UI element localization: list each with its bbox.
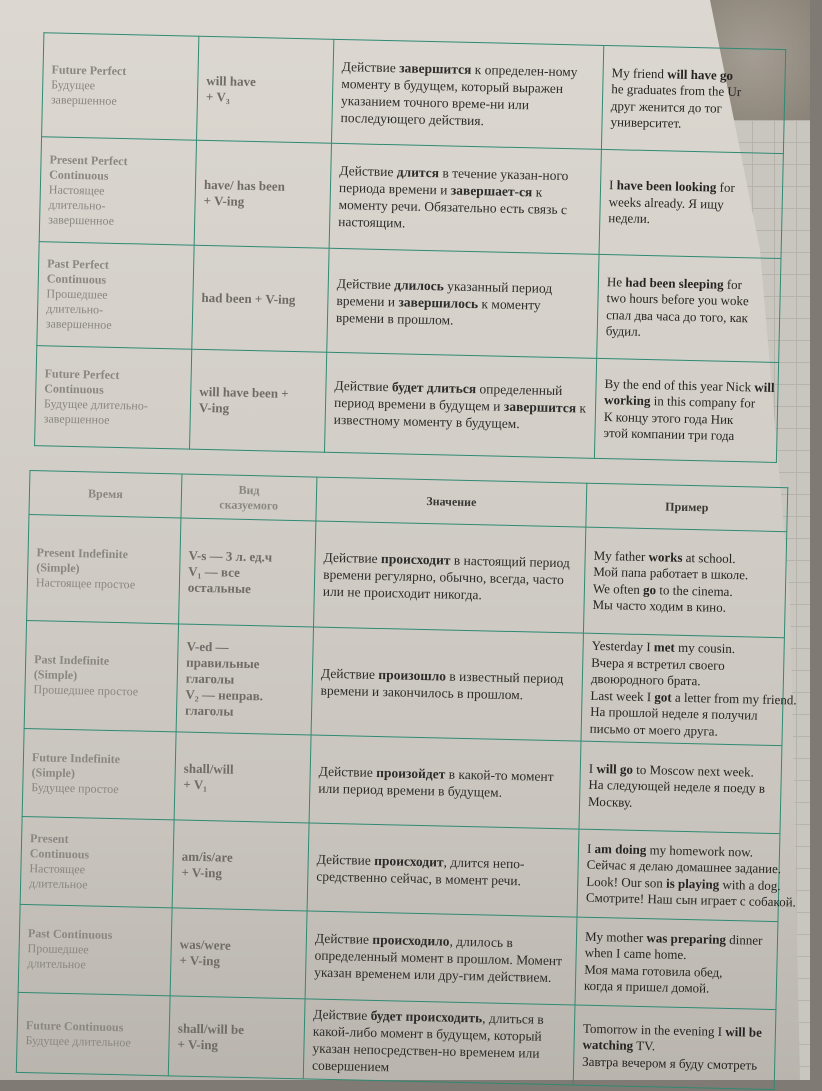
table-row — [16, 992, 776, 1089]
tense-name-en: Future Indefinite — [31, 750, 121, 767]
meaning-keyword: будет длиться — [391, 379, 477, 397]
example-text: Вчера я встретил своего — [591, 654, 725, 673]
example-text: for — [716, 179, 735, 196]
example-text: Yesterday I — [591, 637, 655, 655]
meaning-text: Действие — [313, 1006, 371, 1023]
tense-cell — [16, 992, 170, 1075]
example-text: in this company for — [650, 393, 756, 411]
meaning-text: Действие — [320, 665, 379, 682]
tense-name-en: (Simple) — [33, 667, 78, 683]
example-text: Мы часто ходим в кино. — [592, 596, 727, 615]
example-verb: works — [648, 548, 683, 565]
example-text: Завтра вечером я буду смотреть — [582, 1053, 758, 1073]
meaning-text: в известный период времени и закончилось в прошлом. — [320, 668, 564, 702]
example-line — [585, 889, 797, 911]
header-example: Пример — [586, 483, 788, 532]
tense-name-en: (Simple) — [31, 765, 76, 781]
meaning-keyword: происходит — [380, 551, 451, 568]
meaning-cell — [314, 521, 586, 633]
tense-name-en: Present Perfect — [49, 151, 128, 168]
tense-name-ru-block — [25, 1033, 160, 1051]
example-text: We often — [592, 580, 644, 597]
meaning-text: , длиться в какой-либо момент в будущем, который указан непосредствен-но временем или совершением — [311, 1009, 544, 1074]
meaning-cell — [307, 823, 579, 917]
predicate-form: had been + V-ing — [201, 289, 296, 307]
example-text: спал два часа до того, как — [606, 306, 749, 325]
tense-name-en: Past Perfect — [47, 256, 109, 272]
meaning-text: Действие — [334, 377, 393, 395]
predicate-form: + V-ing — [179, 952, 221, 968]
meaning-keyword: завершилось — [398, 294, 479, 312]
example-line — [582, 1053, 766, 1074]
header-predicate-line-2: сказуемого — [219, 496, 279, 513]
example-line — [603, 425, 768, 445]
example-text: Look! Our son — [586, 873, 667, 891]
meaning-keyword: будет происходить — [370, 1007, 483, 1025]
tense-name-en: Present Indefinite — [36, 545, 129, 562]
tense-cell — [39, 137, 196, 245]
tense-name-ru: Настоящее — [29, 860, 86, 876]
tense-name-en: Continuous — [44, 380, 104, 397]
meaning-text: определенный период времени в будущем и — [333, 381, 563, 414]
example-text: когда я пришел домой. — [583, 977, 710, 996]
example-line — [608, 210, 773, 230]
example-text: Сейчас я делаю домашнее задание. — [586, 856, 782, 877]
example-text: for — [723, 276, 743, 292]
example-text: К концу этого года Ник — [603, 408, 734, 427]
meaning-text: Действие — [336, 275, 395, 293]
table-row — [42, 33, 786, 154]
tense-cell — [22, 728, 176, 819]
tense-name-en: Future Perfect — [44, 365, 120, 382]
tense-name-ru: завершенное — [48, 211, 115, 228]
tense-name-ru: Прошедшее — [46, 286, 108, 302]
example-cell — [577, 829, 797, 922]
tense-name-ru-block — [51, 77, 190, 110]
example-text: I — [588, 760, 597, 776]
example-text: На прошлой неделе я получил — [589, 703, 758, 723]
example-text: Моя мама готовила обед, — [584, 961, 723, 980]
predicate-form: V-ing — [198, 399, 230, 416]
example-cell — [599, 149, 783, 258]
example-text: He — [606, 273, 626, 289]
example-text: he graduates from the Ur — [611, 81, 742, 100]
example-text: двоюродного брата. — [590, 670, 701, 689]
meaning-cell — [305, 911, 577, 1005]
example-text: when I came home. — [584, 944, 687, 963]
tense-name-ru: завершенное — [50, 92, 117, 108]
meaning-keyword: длилось — [394, 277, 445, 294]
example-verb: am doing — [594, 840, 647, 857]
example-verb: will — [754, 378, 775, 395]
predicate-cell — [197, 36, 334, 143]
meaning-text: Действие — [323, 549, 382, 567]
tense-cell — [42, 33, 199, 140]
meaning-text: Действие — [314, 930, 373, 947]
predicate-cell — [192, 245, 329, 352]
example-verb: met — [653, 639, 675, 655]
example-text: at school. — [682, 549, 736, 566]
predicate-form: + V₁ — [183, 776, 208, 792]
meaning-text: Действие — [339, 162, 397, 180]
example-text: недели. — [608, 210, 651, 227]
tense-name-ru: длительное — [28, 875, 88, 891]
example-text: Tomorrow in the evening I — [582, 1020, 726, 1039]
example-text: dinner — [725, 931, 763, 948]
tense-name-ru-block — [29, 861, 165, 894]
example-verb: working — [604, 392, 651, 409]
tense-name-ru-block — [33, 682, 168, 700]
tense-name-en: (Simple) — [36, 560, 80, 576]
example-cell — [579, 741, 782, 834]
predicate-cell — [172, 820, 309, 911]
meaning-cell — [331, 39, 603, 149]
example-verb: have been looking — [616, 177, 717, 195]
meaning-text: , длилось в определенный момент в прошлом. Момент указан временем или дру-гим действием. — [314, 933, 563, 985]
header-predicate — [181, 474, 317, 521]
example-text: Москву. — [587, 793, 633, 810]
predicate-cell — [190, 349, 327, 452]
meaning-text: к моменту времени в прошлом. — [335, 296, 541, 328]
example-text: my homework now. — [646, 841, 754, 860]
example-cell — [575, 917, 778, 1010]
example-text: weeks already. Я ищу — [608, 193, 724, 212]
meaning-text: Действие — [318, 763, 377, 780]
table-row — [24, 621, 784, 746]
tense-name-en: Continuous — [46, 271, 107, 287]
example-text: будил. — [605, 323, 642, 339]
header-predicate-line-1: Вид — [238, 482, 260, 497]
tense-name-ru-block — [36, 575, 171, 593]
table-row — [35, 346, 779, 463]
predicate-form: was/were — [179, 936, 231, 953]
meaning-cell — [329, 143, 601, 254]
example-text: этой компании три года — [603, 425, 735, 444]
predicate-form: глаголы — [184, 702, 234, 719]
meaning-text: Действие — [316, 851, 375, 868]
tense-name-ru-block — [27, 941, 163, 974]
meaning-text: в какой-то момент или период времени в будущем. — [318, 766, 554, 800]
tense-name-ru: Настоящее — [48, 181, 105, 198]
tense-name-ru: Будущее — [51, 77, 96, 93]
meaning-text: к моменту речи. Обязательно есть связь с настоящим. — [338, 184, 568, 231]
predicate-form: will have been + — [199, 383, 289, 401]
meaning-cell — [311, 627, 583, 741]
meaning-keyword: завершает-ся — [450, 182, 533, 200]
meaning-text: к известному моменту в будущем. — [333, 400, 587, 432]
meaning-keyword: происходило — [372, 931, 450, 949]
tense-cell — [20, 816, 174, 907]
meaning-keyword: происходит — [374, 852, 444, 870]
example-cell — [597, 254, 781, 362]
tense-name-ru: Будущее длительно- — [43, 395, 148, 413]
tense-name-ru: Будущее длительное — [25, 1032, 131, 1049]
tense-name-en: Continuous — [49, 166, 109, 183]
meaning-text: указанный период времени и — [336, 278, 553, 310]
example-text: with a dog. — [719, 876, 781, 893]
predicate-form: shall/will be — [177, 1020, 245, 1037]
meaning-text: Действие — [341, 58, 400, 75]
tense-cell — [18, 904, 172, 995]
tense-cell — [24, 621, 178, 732]
example-text: письмо от моего друга. — [589, 720, 718, 739]
tense-name-ru: Прошедшее простое — [33, 682, 139, 699]
meaning-text: в настоящий период времени регулярно, обычно, всегда, часто или не происходит никогда. — [322, 552, 571, 603]
table-row — [39, 137, 783, 259]
tense-table-bottom — [16, 470, 797, 1090]
predicate-form: V-s — 3 л. ед.ч — [188, 547, 273, 565]
example-text: My father — [593, 547, 649, 564]
example-cell — [581, 633, 797, 746]
example-verb: was preparing — [646, 929, 727, 947]
example-text: TV. — [632, 1038, 656, 1054]
predicate-form: + V-ing — [181, 864, 223, 880]
example-verb: had been sleeping — [625, 274, 724, 292]
meaning-text: , длится непо-средственно сейчас, в момент речи. — [316, 854, 525, 888]
example-text: I — [586, 840, 595, 856]
example-verb: will have go — [667, 65, 734, 83]
meaning-keyword: завершится — [399, 59, 472, 77]
predicate-form: have/ has been — [203, 176, 286, 194]
predicate-form: остальные — [187, 579, 252, 596]
example-text: друг женится до тог — [610, 97, 723, 116]
example-verb: will go — [596, 760, 634, 777]
tense-name-ru-block — [44, 396, 183, 429]
example-text: My mother — [584, 928, 647, 945]
meaning-keyword: завершится — [503, 398, 577, 416]
tense-table-top — [34, 32, 786, 463]
example-text: Мой папа работает в школе. — [593, 563, 749, 583]
tense-name-ru: Будущее простое — [31, 780, 119, 797]
predicate-cell — [176, 624, 313, 735]
tense-name-en: Past Indefinite — [34, 652, 110, 668]
table-row — [18, 904, 778, 1009]
example-verb: is playing — [665, 875, 720, 892]
tense-name-ru: Прошедшее — [27, 941, 89, 957]
predicate-form: глаголы — [185, 670, 235, 687]
tense-name-ru-block — [48, 182, 187, 230]
tense-name-en: Continuous — [29, 845, 90, 861]
predicate-form: + V₃ — [205, 88, 230, 104]
example-verb: go — [643, 581, 657, 597]
example-text: Смотрите! Наш сын играет с собакой. — [585, 889, 797, 910]
meaning-keyword: произошло — [378, 666, 447, 684]
tense-name-ru-block — [31, 780, 166, 798]
meaning-cell — [327, 248, 599, 358]
tense-name-ru: длительно- — [46, 301, 104, 317]
meaning-cell — [303, 999, 575, 1085]
example-cell — [583, 527, 786, 638]
predicate-cell — [168, 996, 305, 1079]
example-text: a letter from my friend. — [671, 689, 797, 707]
tense-name-en: Present — [29, 830, 69, 846]
predicate-form: V-ed — — [186, 638, 229, 655]
predicate-cell — [170, 908, 307, 999]
tense-cell — [27, 515, 181, 624]
tense-name-ru-block — [46, 286, 185, 334]
table-row — [27, 515, 787, 638]
example-text: университет. — [610, 114, 682, 131]
example-line — [592, 597, 776, 618]
meaning-cell — [324, 352, 596, 458]
example-verb: will be — [725, 1023, 763, 1040]
example-text: to Moscow next week. — [632, 761, 755, 780]
example-text: By the end of this year Nick — [604, 375, 755, 394]
meaning-text: в течение указан-ного периода времени и — [338, 165, 569, 198]
tense-cell — [37, 242, 194, 349]
example-line — [610, 114, 775, 134]
predicate-form: V₂ — неправ. — [185, 686, 264, 703]
predicate-cell — [179, 518, 316, 627]
example-text: My friend — [611, 64, 668, 81]
example-verb: got — [654, 688, 672, 705]
example-cell — [594, 358, 778, 462]
tense-cell — [35, 346, 192, 449]
predicate-cell — [194, 140, 331, 248]
table-row — [22, 728, 782, 833]
example-text: two hours before you woke — [606, 290, 749, 309]
meaning-cell — [309, 735, 581, 829]
tense-name-ru: длительное — [27, 956, 86, 972]
tense-name-ru: длительно- — [48, 196, 106, 213]
tense-name-ru: Настоящее простое — [35, 575, 136, 592]
predicate-form: am/is/are — [181, 848, 233, 865]
meaning-keyword: длится — [396, 164, 440, 181]
table-row — [20, 816, 780, 921]
example-text: Last week I — [590, 687, 655, 704]
meaning-text: к определен-ному моменту в будущем, который выражен указанием точного време-ни или последующего действия. — [340, 61, 578, 128]
tense-name-ru: завершенное — [43, 410, 110, 427]
predicate-form: V₁ — все — [188, 563, 241, 580]
tense-name-en: Past Continuous — [27, 926, 113, 943]
example-line — [584, 978, 768, 999]
example-text: to the cinema. — [656, 581, 733, 599]
table-row — [37, 242, 781, 363]
example-text: my cousin. — [674, 639, 736, 657]
predicate-form: правильные — [186, 654, 260, 671]
predicate-form: will have — [206, 72, 257, 89]
header-tense: Время — [29, 471, 182, 518]
header-meaning: Значение — [316, 477, 587, 527]
tense-name-ru: завершенное — [45, 316, 112, 332]
example-text: I — [608, 177, 617, 193]
example-text: На следующей неделе я поеду в — [588, 777, 766, 797]
example-cell — [573, 1005, 776, 1090]
tense-name-en: Future Continuous — [25, 1017, 124, 1034]
predicate-form: shall/will — [183, 760, 234, 777]
meaning-keyword: произойдет — [376, 764, 446, 782]
predicate-cell — [174, 732, 311, 823]
example-verb: watching — [582, 1036, 634, 1054]
predicate-form: + V-ing — [203, 192, 245, 209]
tense-name-en: Future Perfect — [51, 62, 127, 79]
predicate-form: + V-ing — [177, 1036, 219, 1052]
example-cell — [601, 45, 785, 153]
